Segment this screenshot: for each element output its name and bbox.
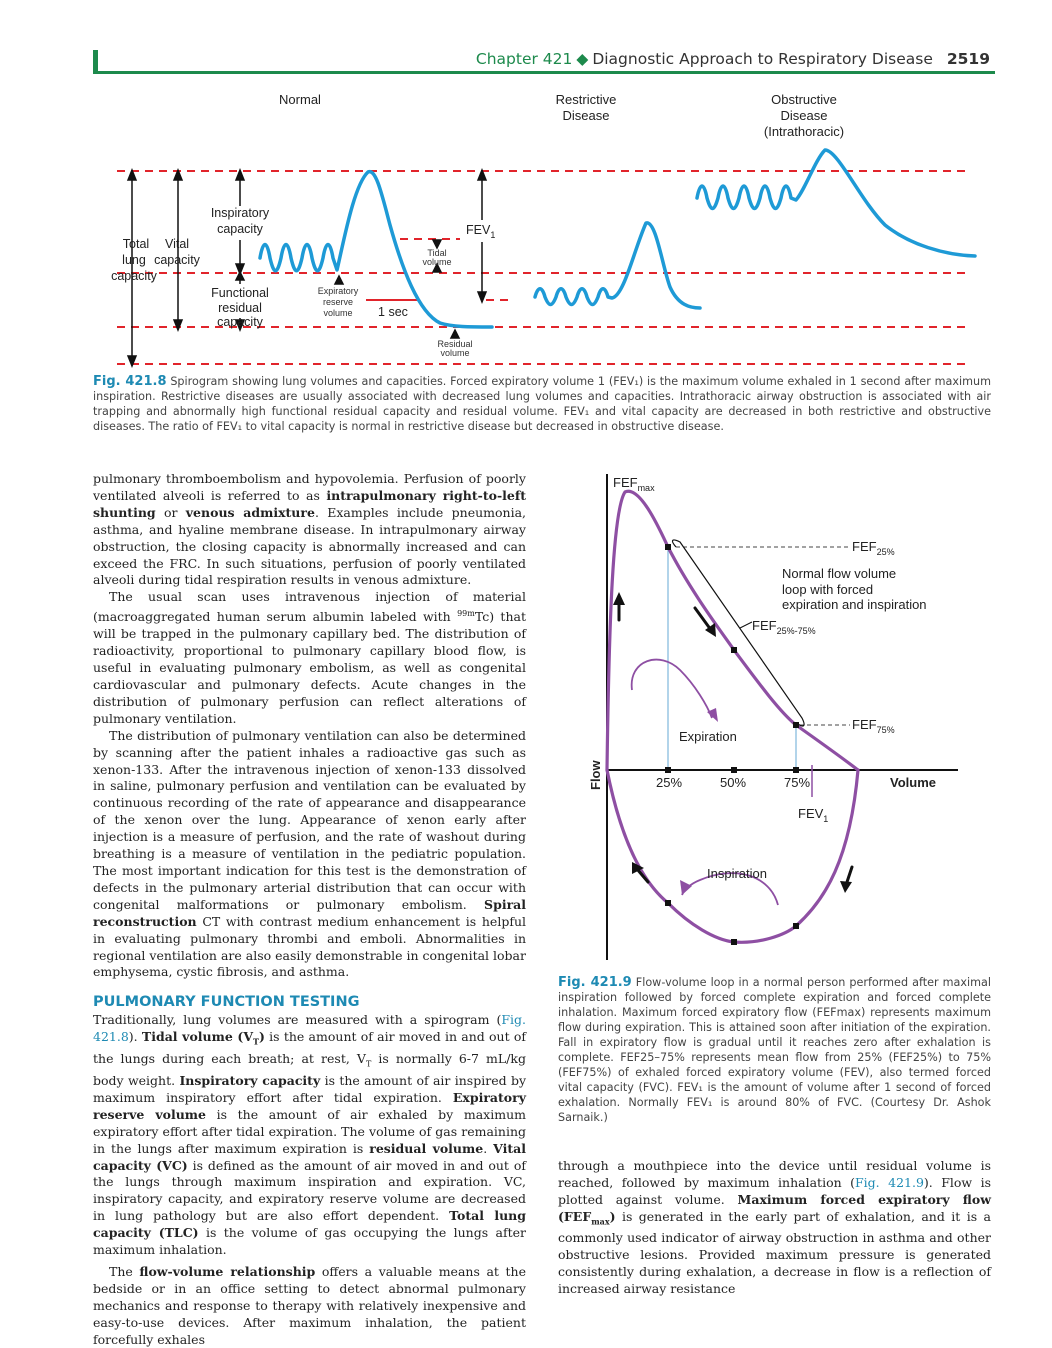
label-tidal-1: Tidal (427, 248, 447, 258)
label-total-2: lung (122, 253, 146, 267)
tick-50: 50% (720, 775, 747, 790)
label-inspiratory-2: capacity (217, 222, 263, 236)
figure-link[interactable]: Fig. 421.9 (855, 1174, 924, 1190)
label-vital-2: capacity (154, 253, 200, 267)
figure-link[interactable]: Fig. 421.8 (93, 1012, 526, 1045)
label-erv-1: Expiratory (317, 286, 359, 296)
caption-text: Flow-volume loop in a normal person performed after maximal inspiration followed by forced complete expiration and forced complete inhalation. Maximum forced expiratory flow (FEFmax) represents maximum flow during expiration. This is attained soon after initiation of the expiration. Fall in expiratory flow is gradual until it reaches zero after exhalation is complete. FEF25–75% represents mean flow from 25% (FEF25%) to 75% (FEF75%) of exhaled forced expiratory volume (FEV), also termed forced vital capacity (FVC). FEV₁ is the amount of volume after 1 second of forced exhalation. Normally FEV₁ is around 80% of FVC. (Courtesy Dr. Ashok Sarnaik.) (558, 976, 991, 1124)
obstructive-spirogram-trace (697, 150, 975, 256)
term: Total lung capacity (TLC) (93, 1208, 527, 1241)
label-normal-3: expiration and inspiration (782, 597, 927, 612)
paragraph (93, 1264, 526, 1348)
figure-421-9-caption (558, 975, 991, 1125)
direction-arrows-black (619, 603, 852, 885)
right-column (558, 1158, 991, 1298)
caption-label: Fig. 421.9 (558, 975, 632, 990)
fef25-75-leader (740, 622, 752, 628)
label-normal-2: loop with forced (782, 582, 874, 597)
label-fev1 (466, 223, 495, 240)
fev1-main: FEV (798, 806, 824, 821)
header-accent-bar (93, 50, 98, 72)
label-inspiratory-1: Inspiratory (210, 206, 270, 220)
text-span: . (483, 1140, 494, 1156)
label-obstructive-2: Disease (780, 108, 828, 123)
paragraph (558, 1158, 991, 1298)
caption-label: Fig. 421.8 (93, 374, 167, 389)
restrictive-spirogram-trace (535, 223, 700, 308)
label-fefmax (613, 475, 655, 493)
text-span: Traditionally, lung volumes are measured with a spirogram ( (93, 1012, 502, 1028)
term (141, 1029, 265, 1047)
arrow-up-icon (613, 592, 625, 605)
figure-421-8-caption (93, 374, 991, 434)
text-span: or (155, 504, 186, 520)
term: residual volume (369, 1140, 484, 1156)
page-number: 2519 (946, 50, 990, 68)
fefmax-main: FEF (613, 475, 638, 490)
label-total-3: capacity (111, 269, 157, 283)
subscript: T (253, 1036, 259, 1047)
term: intrapulmonary right-to-left shunting (93, 487, 526, 520)
text-span: ) (259, 1029, 265, 1045)
label-restrictive-1: Restrictive (555, 92, 617, 107)
text-span: . Examples include pneumonia, asthma, and hyaline membrane disease. In intrapulmonary airway obstruction, the closing capacity is abnormally increased and can exceed the FRC. In such situations, perfusion of poorly ventilated alveoli during tidal respiration results in venous admixture. (93, 504, 526, 588)
normal-spirogram-trace (260, 172, 492, 327)
inspiratory-curve (607, 770, 858, 942)
running-header (476, 50, 990, 68)
label-normal: Normal (279, 92, 321, 107)
label-frc-1: Functional (211, 286, 269, 300)
label-fef25 (852, 539, 895, 557)
reference-dashed-lines (117, 171, 968, 364)
chapter-title: Diagnostic Approach to Respiratory Disease (592, 50, 933, 68)
fef25-main: FEF (852, 539, 877, 554)
fef25-75-sub: 25%-75% (776, 626, 816, 636)
text-span: is normally 6-7 mL/kg body weight. (93, 1050, 526, 1088)
arrow-down-icon (840, 881, 852, 893)
label-obstructive-1: Obstructive (771, 92, 837, 107)
text-span: ). Flow is plotted against volume. (558, 1174, 991, 1207)
text-span: is generated in the early part of exhalation, and it is a commonly used indicator of airway obstruction in asthma and other obstructive lesions. Provided maximum pressure is generated consistently during exhalation, a decrease in flow is a reflection of increased airway resistance (558, 1208, 991, 1296)
label-fef75 (852, 717, 895, 735)
term: Inspiratory capacity (179, 1072, 321, 1088)
paragraph (93, 471, 526, 589)
label-inspiration: Inspiration (707, 866, 767, 881)
figure-421-9-flow-volume-loop (586, 470, 994, 970)
figure-421-8-spirogram (95, 88, 1000, 370)
label-obstructive-3: (Intrathoracic) (763, 124, 845, 139)
tick-75: 75% (784, 775, 811, 790)
term: flow-volume relationship (139, 1263, 316, 1279)
tick-25: 25% (656, 775, 683, 790)
fef75-main: FEF (852, 717, 877, 732)
section-heading: PULMONARY FUNCTION TESTING (93, 994, 360, 1011)
fefmax-sub: max (637, 483, 655, 493)
label-one-sec: 1 sec (378, 305, 408, 319)
label-tidal-2: volume (422, 257, 452, 267)
paragraph (93, 728, 526, 982)
text-span: is defined as the amount of air moved in and out of the lungs through maximum inspiration and expiration. VC, inspiratory capacity, and expiratory reserve volume are decreased in lung pathology but are also effort dependent. (93, 1157, 527, 1224)
label-residual-2: volume (440, 348, 470, 358)
capacity-arrows (128, 170, 486, 366)
diamond-icon: ◆ (576, 50, 589, 68)
text-span: Tc) that will be trapped in the pulmonary capillary bed. The distribution of radioactivity, proportional to pulmonary capillary blood flow, is useful in evaluating pulmonary embolism, as well as congenital cardiovascular and pulmonary defects. Acute changes in the distribution of pulmonary perfusion can reflect alterations of pulmonary ventilation. (93, 609, 526, 726)
fef25-sub: 25% (876, 547, 895, 557)
header-rule (93, 71, 995, 74)
label-vital-1: Vital (164, 237, 190, 251)
superscript: 99m (457, 609, 475, 619)
text-span: Tidal volume (V (141, 1029, 254, 1045)
label-fef25-75 (752, 618, 816, 636)
caption-text: Spirogram showing lung volumes and capacities. Forced expiratory volume 1 (FEV₁) is the maximum volume exhaled in 1 second after maximum inspiration. Restrictive diseases are usually associated with decreased lung volumes and capacities. Intrathoracic airway obstruction is associated with air trapping and abnormally high functional residual capacity and residual volume. FEV₁ and vital capacity are decreased in both restrictive and obstructive diseases. The ratio of FEV₁ to vital capacity is normal in restrictive disease but decreased in obstructive disease. (93, 375, 991, 433)
fef25-75-main: FEF (752, 618, 777, 633)
text-span: is the amount of air inspired by maximum inspiratory effort after tidal expiration. (93, 1072, 527, 1105)
label-restrictive-2: Disease (562, 108, 610, 123)
text-span: pulmonary thromboembolism and hypovolemia. Perfusion of poorly ventilated alveoli is referred to as (93, 471, 526, 503)
text-span: ). (128, 1029, 142, 1045)
text-span: is the amount of air moved in and out of the lungs during each breath; at rest, V (93, 1029, 527, 1066)
text-span: CT with contrast medium enhancement is helpful in evaluating pulmonary thrombi and emboli. Abnormalities in regional ventilation are also easily demonstrable in congenital lobar emphysema, cystic fibrosis, and asthma. (93, 913, 526, 980)
subscript: max (591, 1216, 610, 1227)
label-total-1: Total (122, 237, 150, 251)
fev1-sub: 1 (823, 814, 829, 824)
left-column (93, 471, 526, 1348)
text-span: The usual scan uses intravenous injection of material (macroaggregated human serum albumin labeled with (93, 589, 526, 625)
axis-label-flow: Flow (588, 760, 603, 790)
label-normal-1: Normal flow volume (782, 566, 897, 581)
term: Vital capacity (VC) (93, 1140, 526, 1173)
text-span: through a mouthpiece into the device until residual volume is reached, followed by maximum inhalation ( (558, 1158, 991, 1190)
text-span: offers a valuable means at the bedside or in an office setting to detect abnormal pulmonary mechanics and response to therapy with relatively inexpensive and easy-to-use devices. After maximum inhalation, the patient forcefully exhales (93, 1263, 526, 1347)
label-erv-2: reserve (322, 297, 354, 307)
text-span: is the amount of air exhaled by maximum expiratory effort after tidal expiration. The volume of gas remaining in the lungs after maximum expiration is (93, 1106, 526, 1156)
fef75-sub: 75% (876, 725, 895, 735)
text-span: The (109, 1263, 140, 1279)
paragraph (93, 589, 526, 727)
paragraph (93, 1012, 526, 1259)
fev1-main: FEV (466, 223, 491, 237)
label-expiration: Expiration (679, 729, 737, 744)
term: Expiratory reserve volume (93, 1089, 526, 1122)
term: Spiral reconstruction (93, 896, 526, 929)
fev1-sub: 1 (490, 230, 496, 240)
term: venous admixture (185, 504, 315, 520)
text-span: The distribution of pulmonary ventilation can also be determined by scanning after the patient inhales a radioactive gas such as xenon-133. After the intravenous injection of xenon-133 dissolved in saline, pulmonary perfusion and ventilation can be evaluated by continuous recording of the rate of appearance and disappearance of the xenon over the lung. Appearance of xenon early after injection is a measure of perfusion, and the rate of washout during breathing is a measure of ventilation in the pediatric population. The most important indication for this test is the demonstration of defects in the pulmonary arterial distribution that can occur with congenital malformations or pulmonary embolism. (93, 727, 526, 912)
text-span: Maximum forced expiratory flow (FEF (558, 1191, 991, 1224)
chapter-label: Chapter 421 (475, 50, 573, 68)
axis-label-volume: Volume (890, 775, 936, 790)
label-frc-2: residual (218, 301, 262, 315)
subscript: T (365, 1059, 372, 1069)
label-frc-3: capacity (217, 315, 263, 329)
text-span: ) (609, 1208, 616, 1224)
label-erv-3: volume (323, 308, 353, 318)
text-span: is the volume of gas occupying the lungs after maximum inhalation. (93, 1225, 526, 1258)
label-fev1-loop (798, 806, 828, 824)
label-residual-1: Residual (437, 339, 473, 349)
